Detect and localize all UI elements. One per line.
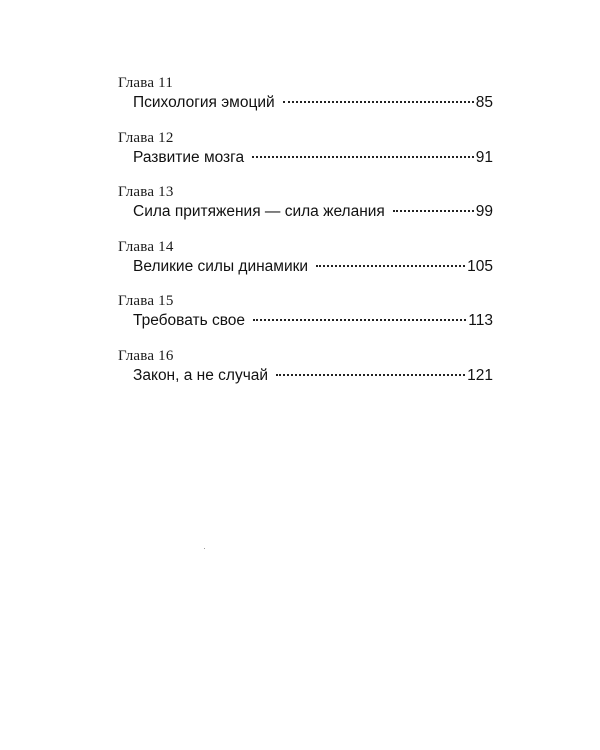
dot-leader	[316, 265, 465, 267]
page-number: 99	[475, 203, 493, 220]
dot-leader	[276, 374, 465, 376]
chapter-title: Психология эмоций	[133, 94, 275, 111]
scan-speck	[204, 548, 205, 549]
chapter-label: Глава 13	[118, 184, 174, 200]
toc-entry-chapter-13	[118, 183, 493, 222]
table-of-contents	[118, 74, 493, 401]
dot-leader	[252, 156, 474, 158]
toc-title-row[interactable]	[133, 202, 493, 222]
chapter-title: Сила притяжения — сила желания	[133, 203, 385, 220]
chapter-title: Закон, а не случай	[133, 366, 269, 384]
chapter-title: Развитие мозга	[133, 148, 245, 166]
chapter-title: Требовать свое	[133, 312, 246, 329]
dot-leader	[253, 319, 466, 321]
chapter-label: Глава 12	[118, 129, 174, 146]
toc-title-row[interactable]	[133, 366, 493, 386]
toc-title-row[interactable]	[133, 311, 493, 331]
toc-title-row[interactable]	[133, 257, 493, 277]
toc-entry-chapter-11	[118, 74, 493, 113]
toc-title-row[interactable]	[133, 93, 493, 113]
dot-leader	[393, 210, 474, 212]
page-number: 105	[467, 257, 493, 275]
chapter-title: Великие силы динамики	[133, 257, 309, 275]
chapter-label: Глава 16	[118, 347, 174, 364]
page-number: 113	[468, 312, 493, 329]
dot-leader	[283, 101, 474, 103]
page-number: 121	[467, 366, 493, 384]
page-number: 85	[475, 94, 493, 111]
page-number: 91	[475, 148, 493, 166]
chapter-label: Глава 15	[118, 293, 174, 309]
toc-entry-chapter-15	[118, 292, 493, 331]
toc-entry-chapter-12	[118, 129, 493, 168]
chapter-label: Глава 11	[118, 75, 174, 91]
toc-entry-chapter-14	[118, 238, 493, 277]
toc-title-row[interactable]	[133, 148, 493, 168]
chapter-label: Глава 14	[118, 238, 174, 255]
toc-entry-chapter-16	[118, 347, 493, 386]
